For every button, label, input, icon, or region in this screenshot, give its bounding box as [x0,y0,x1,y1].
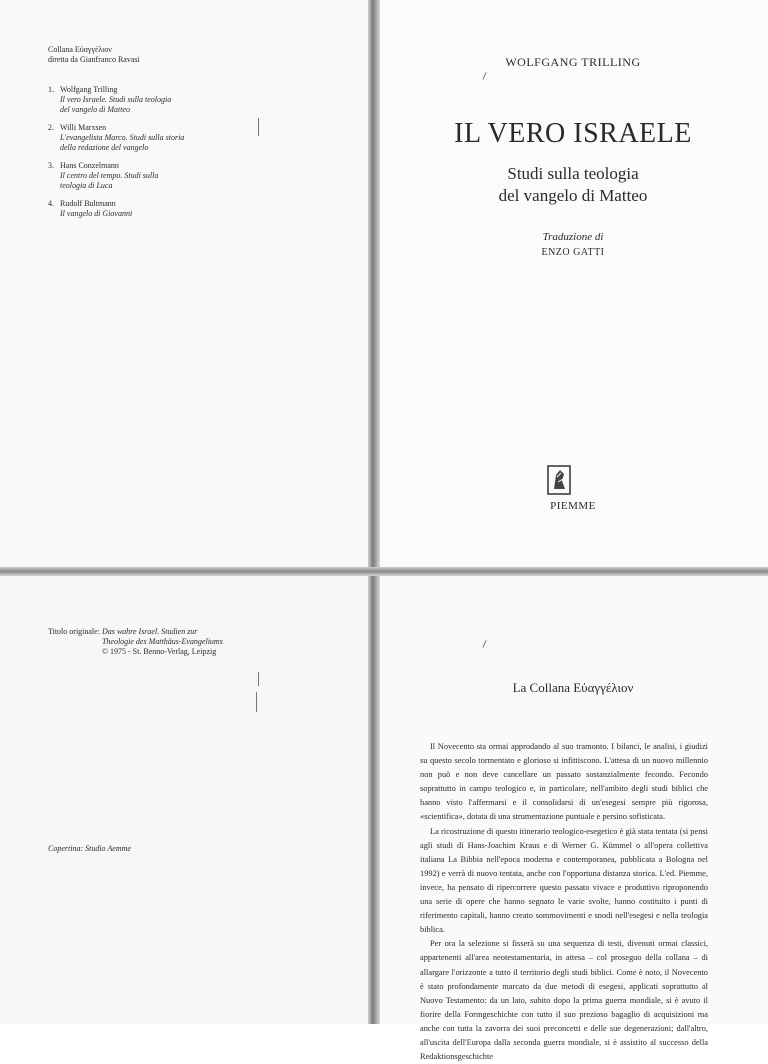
book-title-line: teologia di Luca [60,181,113,190]
collana-body-text [420,740,708,1064]
series-header [48,45,140,65]
book-author: Wolfgang Trilling [60,85,118,94]
subtitle-line: Studi sulla teologia [507,164,639,183]
book-number: 4. [48,199,54,208]
collana-heading: La Collana Εὐαγγέλιον [512,680,634,695]
book-title-line: Il centro del tempo. Studi sulla [60,171,159,180]
series-book-item [48,85,248,115]
collana-page [378,574,768,1062]
book-number: 3. [48,161,54,170]
scan-mark [258,118,259,136]
cover-credit: Copertina: Studio Aemme [48,844,131,853]
copyright-page [0,574,370,1024]
book-title-line: della redazione del vangelo [60,143,149,152]
title-page [378,0,768,570]
translator-name: ENZO GATTI [541,247,605,258]
book-number: 1. [48,85,54,94]
book-title-line: Il vero Israele. Studi sulla teologia [60,95,172,104]
original-title-line: Theologie des Matthäus-Evangeliums [101,637,223,646]
book-title: IL VERO ISRAELE [454,118,692,149]
original-title-block [48,627,278,657]
subtitle-line: del vangelo di Matteo [498,186,648,205]
scan-mark [258,672,259,686]
publisher-name: PIEMME [550,500,596,512]
book-number: 2. [48,123,54,132]
body-paragraph: Per ora la selezione si fisserà su una sequenza di testi, divenuti ormai classici, appartenenti all'area neotestamentaria, in attesa – col proseguo della collana – di allargare l'orizzonte a tutto il territorio degli studi biblici. Come è noto, il Novecento è stato profondamente marcato da due metodi di esegesi, applicati soprattutto al Nuovo Testamento: da un lato, subito dopo la prima guerra mondiale, si è avuto il fiorire della Formgeschichte con tutto il suo prezioso bagaglio di acquisizioni ma anche con tutta la zavorra dei suoi preconcetti e delle sue degenerazioni; dall'altro, all'uscita dell'Europa dalla seconda guerra mondiale, si è assistito al successo della Redaktionsgeschichte [420,939,708,1062]
book-title-line: del vangelo di Matteo [60,105,130,114]
book-gutter-vertical [368,0,380,1024]
series-name: Collana Εὐαγγέλιον [48,45,112,54]
series-page [0,0,370,570]
scan-mark [482,640,486,648]
publisher-logo-icon [547,465,571,495]
book-author: Willi Marxsen [60,123,107,132]
body-paragraph: La ricostruzione di questo itinerario teologico-esegetico è già stata tentata (si pensi agli studi di Hans-Joachim Kraus e di Werner G. Kümmel o all'opera collettiva italiana La Bibbia nell'epoca moderna e contemporanea, pubblicata a Bologna nel 1992) e verrà di nuovo tentata, anche con l'opportuna distanza storica. L'ed. Piemme, invece, ha pensato di ripercorrere questo passato vivace e produttivo riproponendo una serie di opere che hanno segnato le varie svolte, hanno costituito i punti di riferimento capitali, hanno creato sommovimenti e snodi nell'esegesi e nella teologia biblica. [420,826,708,935]
scan-mark [482,72,486,80]
book-title-line: L'evangelista Marco. Studi sulla storia [60,133,185,142]
book-author: Rudolf Bultmann [60,199,116,208]
series-book-item [48,199,248,219]
translation-label: Traduzione di [542,231,604,243]
book-author-name: WOLFGANG TRILLING [505,55,641,69]
copyright-notice: © 1975 - St. Benno-Verlag, Leipzig [101,647,217,656]
book-subtitle [378,163,768,207]
book-author: Hans Conzelmann [60,161,119,170]
scan-mark [256,692,257,712]
original-title-line: Das wahre Israel. Studien zur [101,627,198,636]
series-book-item [48,161,248,191]
book-gutter-horizontal [0,567,768,576]
body-paragraph: Il Novecento sta ormai approdando al suo tramonto. I bilanci, le analisi, i giudizi su questo secolo tormentato e glorioso si infittiscono. L'attesa di un nuovo millennio non può e non deve cancellare un passato sostanzialmente fecondo. Fecondo soprattutto in campo teologico e, in particolare, nell'ambito degli studi biblici che hanno visto l'affermarsi e il consolidarsi di un'esegesi sempre più rigorosa, «scientifica», dotata di una strumentazione puntuale e persino sofisticata. [420,742,708,822]
series-book-list [48,85,248,227]
original-title-label: Titolo originale: [48,627,100,636]
series-book-item [48,123,248,153]
book-title-line: Il vangelo di Giovanni [60,209,133,218]
series-editor: diretta da Gianfranco Ravasi [48,55,140,64]
